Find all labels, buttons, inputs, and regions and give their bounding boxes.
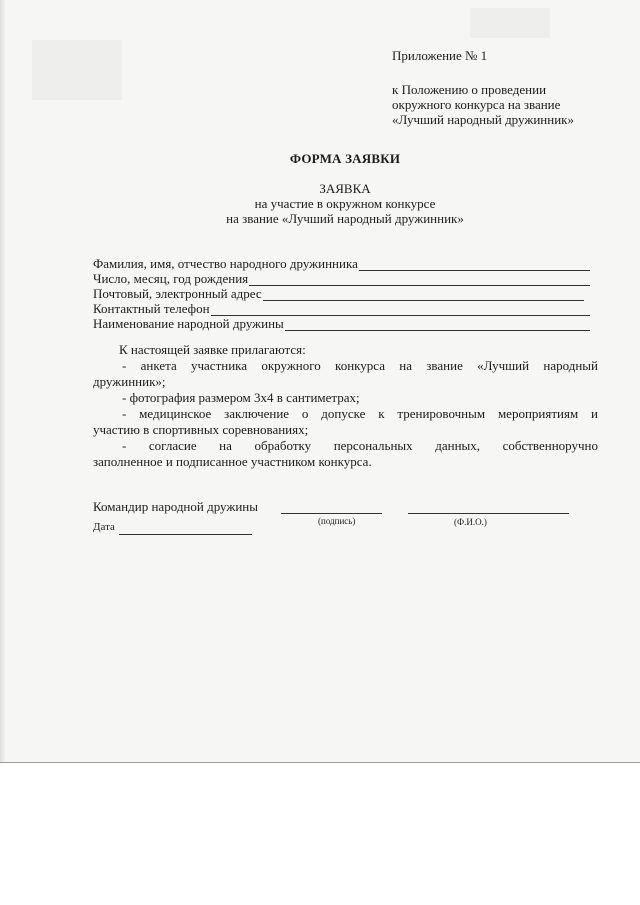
application-title: ЗАЯВКА [319, 181, 371, 196]
attachment-item-questionnaire-cont: дружинник»; [93, 374, 166, 389]
field-label: Фамилия, имя, отчество народного дружинника [93, 256, 358, 271]
field-label: Наименование народной дружины [93, 316, 284, 331]
scan-smudge [470, 8, 550, 38]
date-label: Дата [93, 521, 115, 533]
field-label: Число, месяц, год рождения [93, 271, 249, 286]
attachment-item-medical-cont: участию в спортивных соревнованиях; [93, 422, 309, 437]
field-label: Контактный телефон [93, 301, 210, 316]
application-subtitle-line-2: на звание «Лучший народный дружинник» [226, 211, 464, 226]
attachments-list [93, 342, 598, 470]
fill-in-line[interactable] [285, 319, 590, 331]
attachments-intro: К настоящей заявке прилагаются: [119, 342, 306, 357]
fill-in-line[interactable] [359, 259, 590, 271]
attachment-item-consent-cont: заполненное и подписанное участником конкурса. [93, 454, 372, 469]
field-phone[interactable] [93, 301, 590, 316]
full-name-line[interactable] [408, 512, 569, 514]
attachment-item-medical: - медицинское заключение о допуске к тренировочным мероприятиям и [122, 406, 598, 421]
attachment-item-photo: - фотография размером 3х4 в сантиметрах; [122, 390, 360, 405]
appendix-regulation-line-1: к Положению о проведении [392, 82, 547, 97]
field-squad-name[interactable] [93, 316, 590, 331]
appendix-regulation-line-2: окружного конкурса на звание [392, 97, 561, 112]
field-full-name[interactable] [93, 256, 590, 271]
fill-in-line[interactable] [249, 274, 590, 286]
signature-line[interactable] [281, 512, 382, 514]
date-line[interactable] [119, 533, 252, 535]
form-title: ФОРМА ЗАЯВКИ [289, 151, 401, 166]
full-name-caption: (Ф.И.О.) [454, 517, 487, 527]
field-label: Почтовый, электронный адрес [93, 286, 262, 301]
blank-background [0, 763, 640, 905]
fill-in-line[interactable] [211, 304, 590, 316]
scan-smudge [32, 40, 122, 100]
commander-label: Командир народной дружины [93, 499, 258, 514]
attachment-item-consent: - согласие на обработку персональных данных, собственноручно [122, 438, 598, 453]
fill-in-line[interactable] [263, 289, 584, 301]
date-row [93, 521, 115, 533]
appendix-number: Приложение № 1 [392, 48, 488, 63]
page-gutter-shadow [0, 0, 6, 762]
appendix-regulation-line-3: «Лучший народный дружинник» [392, 112, 574, 127]
field-address[interactable] [93, 286, 584, 301]
signature-caption: (подпись) [318, 516, 356, 526]
application-subtitle-line-1: на участие в окружном конкурсе [254, 196, 436, 211]
commander-signature-row [93, 500, 258, 514]
attachment-item-questionnaire: - анкета участника окружного конкурса на звание «Лучший народный [122, 358, 598, 373]
field-birth-date[interactable] [93, 271, 590, 286]
